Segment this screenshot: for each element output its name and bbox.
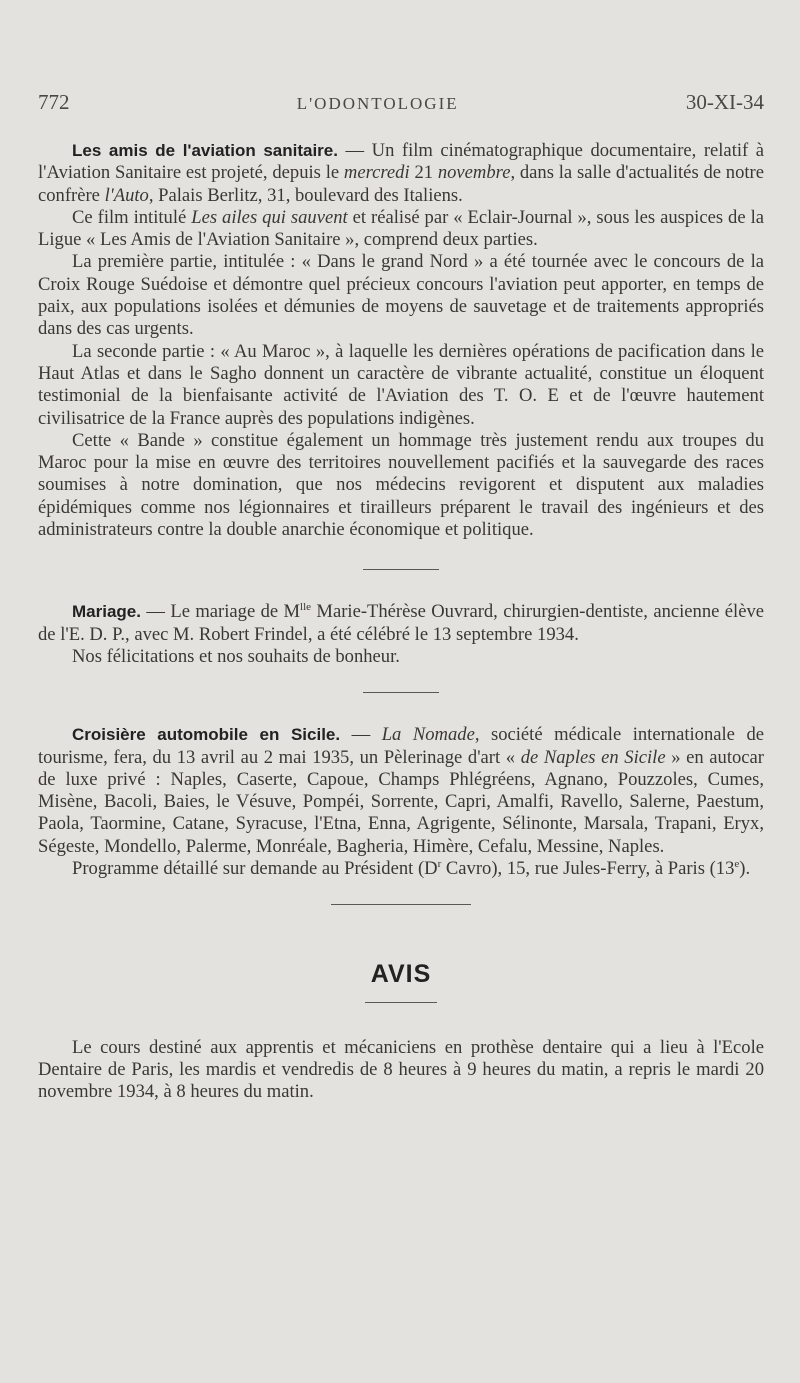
text-run: Ce film intitulé [72,206,192,228]
running-header [38,90,764,115]
text-run: 21 [409,162,438,184]
issue-date: 30-XI-34 [685,90,764,114]
text-run: mercredi [343,162,410,184]
text-run: » en autocar de luxe privé : Naples, Caserte, Capoue, Champs Phlégréens, Agnano, Pouzzoles, Cumes, Misène, Bacoli, Baies, le Vésuve, Pompéi, Sorrente, Capri, Amalfi, Ravello, Salerne, Paestum, Paola, Taormine, Catane, Syracuse, l'Etna, Enna, Agrigente, Sélinonte, Marsala, Trapani, Eryx, Ségeste, Mondello, Palerme, Monréale, Bagheria, Himère, Cefalu, Messine, Naples. [38,746,764,857]
aviation-paragraph-1 [38,140,764,207]
text-run: e [734,857,740,870]
text-run: — Un film cinématographique documentaire, relatif à l'Aviation Sanitaire est projeté, depuis le [38,140,765,184]
text-run: lle [300,601,312,614]
text-run: — Le mariage de M [140,601,301,623]
page-number: 772 [38,90,70,114]
sicile-paragraph-2 [38,858,764,880]
aviation-paragraph-5: Cette « Bande » constitue également un hommage très justement rendu aux troupes du Maroc pour la mise en œuvre des territoires nouvellement pacifiés et la sauvegarde des races soumises à notre domination, que nos médecins revigorent et disputent aux maladies épidémiques comme nos légionnaires et tirailleurs préparent le travail des ingénieurs et des administrateurs contre la double anarchie économique et politique. [38,429,764,541]
mariage-paragraph-1 [38,601,764,646]
text-run: , dans la salle d'actualités de notre confrère [38,162,764,206]
avis-paragraph: Le cours destiné aux apprentis et mécaniciens en prothèse dentaire qui a lieu à l'Ecole Dentaire de Paris, les mardis et vendredis de 8 heures à 9 heures du matin, a repris le mardi 20 novembre 1934, à 8 heures du matin. [38,1036,764,1103]
text-run: La Nomade [381,724,475,746]
avis-title: AVIS [370,960,432,989]
text-run: r [437,857,442,870]
text-run: Les ailes qui sauvent [191,206,348,228]
text-run: , Palais Berlitz, 31, boulevard des Italiens. [148,184,463,206]
text-run: Marie-Thérèse Ouvrard, chirurgien-dentiste, ancienne élève de l'E. D. P., avec M. Robert Frindel, a été célébré le 13 septembre 1934. [38,601,765,645]
text-run: , société médicale internationale de tourisme, fera, du 13 avril au 2 mai 1935, un Pèlerinage d'art « [38,724,764,768]
journal-title: L'ODONTOLOGIE [296,94,459,113]
text-run: Programme détaillé sur demande au Président (D [72,858,438,880]
section-heading-aviation: Les amis de l'aviation sanitaire. [72,141,338,160]
sicile-paragraph-1 [38,724,764,858]
mariage-paragraph-2: Nos félicitations et nos souhaits de bonheur. [72,645,400,667]
aviation-paragraph-4: La seconde partie : « Au Maroc », à laquelle les dernières opérations de pacification dans le Haut Atlas et dans le Sagho donnent un caractère de vibrante actualité, constitue un éloquent testimonial de la bienfaisante activité de l'Aviation des T. O. E et de l'œuvre hautement civilisatrice de la France auprès des populations indigènes. [38,340,764,429]
aviation-paragraph-3: La première partie, intitulée : « Dans le grand Nord » a été tournée avec le concours de la Croix Rouge Suédoise et démontre quel précieux concours l'aviation peut apporter, en temps de paix, aux populations isolées et démunies de moyens de sauvetage et de traitements appropriés dans des cas urgents. [38,251,764,340]
text-run: ). [739,858,751,880]
text-run: de Naples en Sicile [520,746,666,768]
article-body [38,140,764,1104]
section-heading-sicile: Croisière automobile en Sicile. [72,725,341,745]
text-run: novembre [437,162,511,184]
section-heading-mariage: Mariage. [72,602,141,622]
text-run: — [340,724,382,746]
text-run: Cavro), 15, rue Jules-Ferry, à Paris (13 [441,858,735,880]
text-run: l'Auto [104,184,149,206]
text-run: et réalisé par « Eclair-Journal », sous les auspices de la Ligue « Les Amis de l'Aviation Sanitaire », comprend deux parties. [38,206,764,251]
aviation-paragraph-2 [38,207,764,252]
